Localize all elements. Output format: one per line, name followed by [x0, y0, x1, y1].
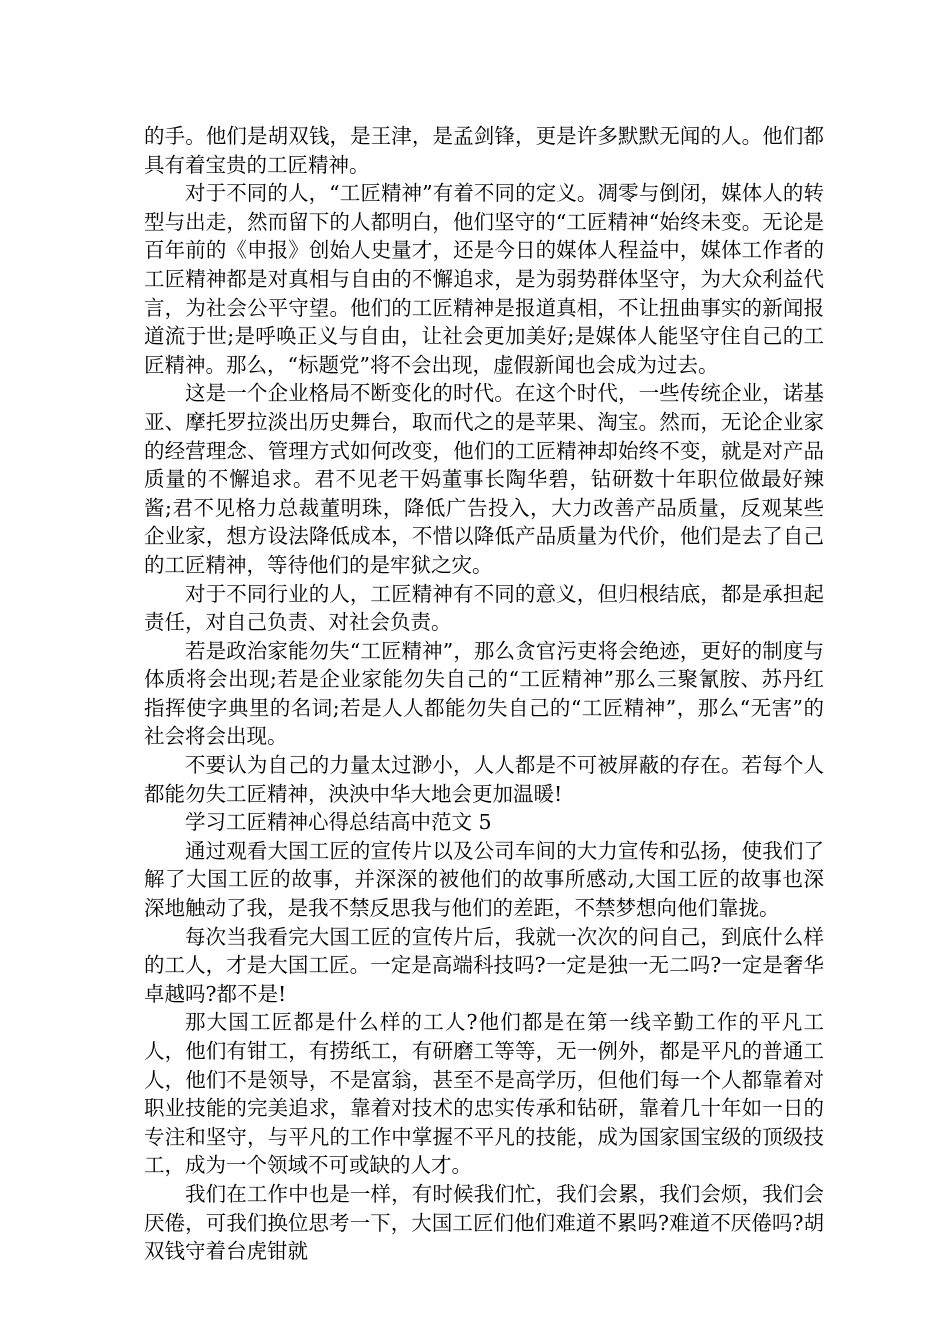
paragraph-continuation: 的手。他们是胡双钱，是王津，是孟剑锋，更是许多默默无闻的人。他们都具有着宝贵的工匠精神。 — [144, 124, 824, 177]
paragraph-if-statements: 若是政治家能勿失“工匠精神”，那么贪官污吏将会绝迹，更好的制度与体质将会出现;若是企业家能勿失自己的“工匠精神”那么三聚氰胺、苏丹红指挥使字典里的名词;若是人人都能勿失自己的“工匠精神”，那么“无害”的社会将会出现。 — [144, 638, 824, 749]
paragraph-enterprise-era: 这是一个企业格局不断变化的时代。在这个时代，一些传统企业，诺基亚、摩托罗拉淡出历史舞台，取而代之的是苹果、淘宝。然而，无论企业家的经营理念、管理方式如何改变，他们的工匠精神却始终不变，就是对产品质量的不懈追求。君不见老干妈董事长陶华碧，钻研数十年职位做最好辣酱;君不见格力总裁董明珠，降低广告投入，大力改善产品质量，反观某些企业家，想方设法降低成本，不惜以降低产品质量为代价，他们是去了自己的工匠精神，等待他们的是牢狱之灾。 — [144, 381, 824, 577]
document-page — [144, 122, 824, 1266]
paragraph-personal-strength: 不要认为自己的力量太过渺小，人人都是不可被屏蔽的存在。若每个人都能勿失工匠精神，泱泱中华大地会更加温暖! — [144, 753, 824, 806]
paragraph-industry-meaning: 对于不同行业的人，工匠精神有不同的意义，但归根结底，都是承担起责任，对自己负责、对社会负责。 — [144, 581, 824, 635]
paragraph-our-work: 我们在工作中也是一样，有时候我们忙，我们会累，我们会烦，我们会厌倦，可我们换位思考一下，大国工匠们他们难道不累吗?难道不厌倦吗?胡双钱守着台虎钳就 — [144, 1181, 824, 1264]
paragraph-promo-film: 通过观看大国工匠的宣传片以及公司车间的大力宣传和弘扬，使我们了解了大国工匠的故事，并深深的被他们的故事所感动,大国工匠的故事也深深地触动了我，是我不禁反思我与他们的差距，不禁梦想向他们靠拢。 — [144, 838, 824, 921]
section-heading: 学习工匠精神心得总结高中范文 5 — [185, 810, 492, 835]
paragraph-media-craftsmanship: 对于不同的人，“工匠精神”有着不同的定义。凋零与倒闭，媒体人的转型与出走，然而留下的人都明白，他们坚守的“工匠精神“始终未变。无论是百年前的《申报》创始人史量才，还是今日的媒体人程益中，媒体工作者的工匠精神都是对真相与自由的不懈追求，是为弱势群体坚守，为大众利益代言，为社会公平守望。他们的工匠精神是报道真相，不让扭曲事实的新闻报道流于世;是呼唤正义与自由，让社会更加美好;是媒体人能坚守住自己的工匠精神。那么，“标题党”将不会出现，虚假新闻也会成为过去。 — [144, 181, 824, 377]
paragraph-self-question: 每次当我看完大国工匠的宣传片后，我就一次次的问自己，到底什么样的工人，才是大国工匠。一定是高端科技吗?一定是独一无二吗?一定是奢华卓越吗?都不是! — [144, 924, 824, 1006]
paragraph-ordinary-workers: 那大国工匠都是什么样的工人?他们都是在第一线辛勤工作的平凡工人，他们有钳工，有捞纸工，有研磨工等等，无一例外，都是平凡的普通工人，他们不是领导，不是富翁，甚至不是高学历，但他们每一个人都靠着对职业技能的完美追求，靠着对技术的忠实传承和钻研，靠着几十年如一日的专注和坚守，与平凡的工作中掌握不平凡的技能，成为国家国宝级的顶级技工，成为一个领域不可或缺的人才。 — [144, 1010, 824, 1178]
